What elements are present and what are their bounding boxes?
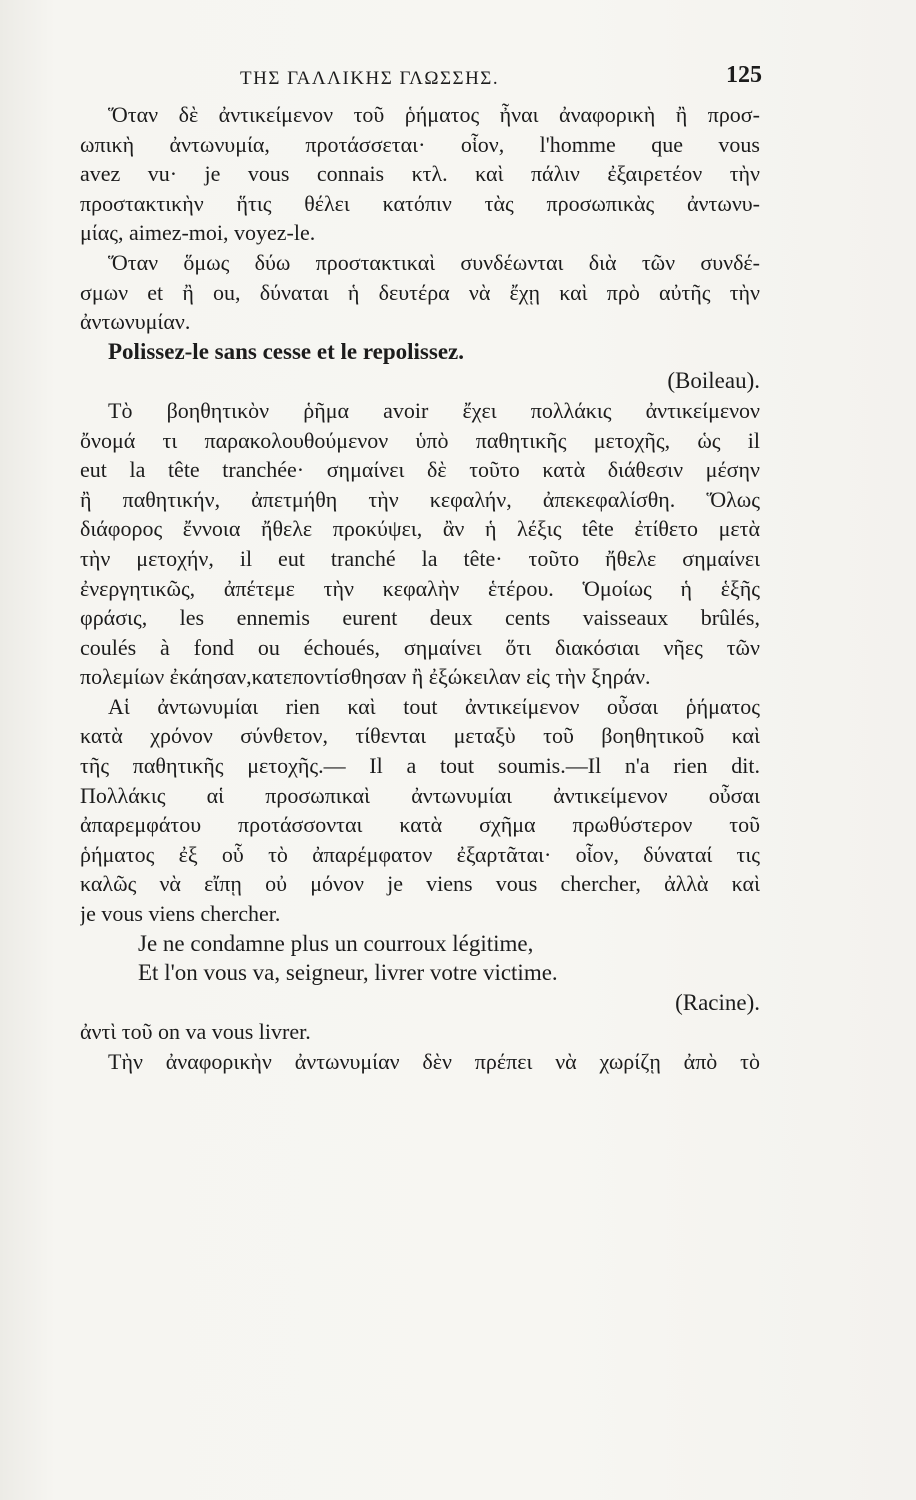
text-line: Ὅταν δὲ ἀντικείμενον τοῦ ῥήματος ἦναι ἀναφορικὴ ἢ προσ- <box>108 102 760 127</box>
text-line: κατὰ χρόνον σύνθετον, τίθενται μεταξὺ τοῦ βοηθητικοῦ καὶ <box>80 723 760 749</box>
text-line: προστακτικὴν ἥτις θέλει κατόπιν τὰς προσωπικὰς ἀντωνυ- <box>80 190 760 216</box>
text-line: je vous viens chercher. <box>80 901 281 927</box>
text-line: σμων et ἢ ou, δύναται ἡ δευτέρα νὰ ἔχῃ καὶ πρὸ αὐτῆς τὴν <box>80 279 760 305</box>
text-line: ωπικὴ ἀντωνυμία, προτάσσεται· οἷον, l'homme que vous <box>80 131 760 157</box>
text-line: καλῶς νὰ εἴπῃ οὐ μόνον je viens vous chercher, ἀλλὰ καὶ <box>80 871 760 897</box>
verse-line: Je ne condamne plus un courroux légitime, <box>138 930 534 956</box>
text-line: ἀπαρεμφάτου προτάσσονται κατὰ σχῆμα πρωθύστερον τοῦ <box>80 812 760 838</box>
text-line: ἀντὶ τοῦ on va vous livrer. <box>80 1019 311 1045</box>
text-line: διάφορος ἔννοια ἤθελε προκύψει, ἂν ἡ λέξις tête ἐτίθετο μετὰ <box>80 516 760 542</box>
page-header <box>240 62 762 96</box>
page-body <box>80 100 760 1077</box>
text-line: Πολλάκις αἱ προσωπικαὶ ἀντωνυμίαι ἀντικείμενον οὖσαι <box>80 782 760 808</box>
text-line: φράσις, les ennemis eurent deux cents vaisseaux brûlés, <box>80 605 760 631</box>
text-line: Τὴν ἀναφορικὴν ἀντωνυμίαν δὲν πρέπει νὰ χωρίζῃ ἀπὸ τὸ <box>108 1049 760 1074</box>
text-line: eut la tête tranchée· σημαίνει δὲ τοῦτο κατὰ διάθεσιν μέσην <box>80 457 760 483</box>
text-line: τῆς παθητικῆς μετοχῆς.— Il a tout soumis.—Il n'a rien dit. <box>80 753 760 779</box>
text-line: Τὸ βοηθητικὸν ῥῆμα avoir ἔχει πολλάκις ἀντικείμενον <box>108 397 760 423</box>
text-line: τὴν μετοχήν, il eut tranché la tête· τοῦτο ἤθελε σημαίνει <box>80 545 760 571</box>
quotation-attribution: (Boileau). <box>667 368 760 394</box>
quotation-line: Polissez-le sans cesse et le repolissez. <box>108 338 464 364</box>
text-line: avez vu· je vous connais κτλ. καὶ πάλιν ἐξαιρετέον τὴν <box>80 161 760 187</box>
text-line: ῥήματος ἐξ οὗ τὸ ἀπαρέμφατον ἐξαρτᾶται· οἷον, δύναταί τις <box>80 841 760 867</box>
text-line: ἀντωνυμίαν. <box>80 309 191 335</box>
text-line: ἢ παθητικήν, ἀπετμήθη τὴν κεφαλήν, ἀπεκεφαλίσθη. Ὅλως <box>80 486 760 512</box>
text-line: ὄνομά τι παρακολουθούμενον ὑπὸ παθητικῆς μετοχῆς, ὡς il <box>80 427 760 453</box>
page-number: 125 <box>726 62 762 88</box>
text-line: Αἱ ἀντωνυμίαι rien καὶ tout ἀντικείμενον οὖσαι ῥήματος <box>108 693 760 719</box>
verse-attribution: (Racine). <box>675 989 760 1015</box>
text-line: ἐνεργητικῶς, ἀπέτεμε τὴν κεφαλὴν ἑτέρου. Ὁμοίως ἡ ἑξῆς <box>80 575 760 601</box>
running-head: ΤΗΣ ΓΑΛΛΙΚΗΣ ΓΛΩΣΣΗΣ. <box>240 68 500 89</box>
text-line: Ὅταν ὅμως δύω προστακτικαὶ συνδέωνται διὰ τῶν συνδέ- <box>108 249 760 275</box>
verse-line: Et l'on vous va, seigneur, livrer votre victime. <box>138 960 558 986</box>
text-line: μίας, aimez-moi, voyez-le. <box>80 220 316 246</box>
text-line: πολεμίων ἐκάησαν,κατεποντίσθησαν ἢ ἐξώκειλαν εἰς τὴν ξηράν. <box>80 664 651 690</box>
text-line: coulés à fond ou échoués, σημαίνει ὅτι διακόσιαι νῆες τῶν <box>80 634 760 660</box>
